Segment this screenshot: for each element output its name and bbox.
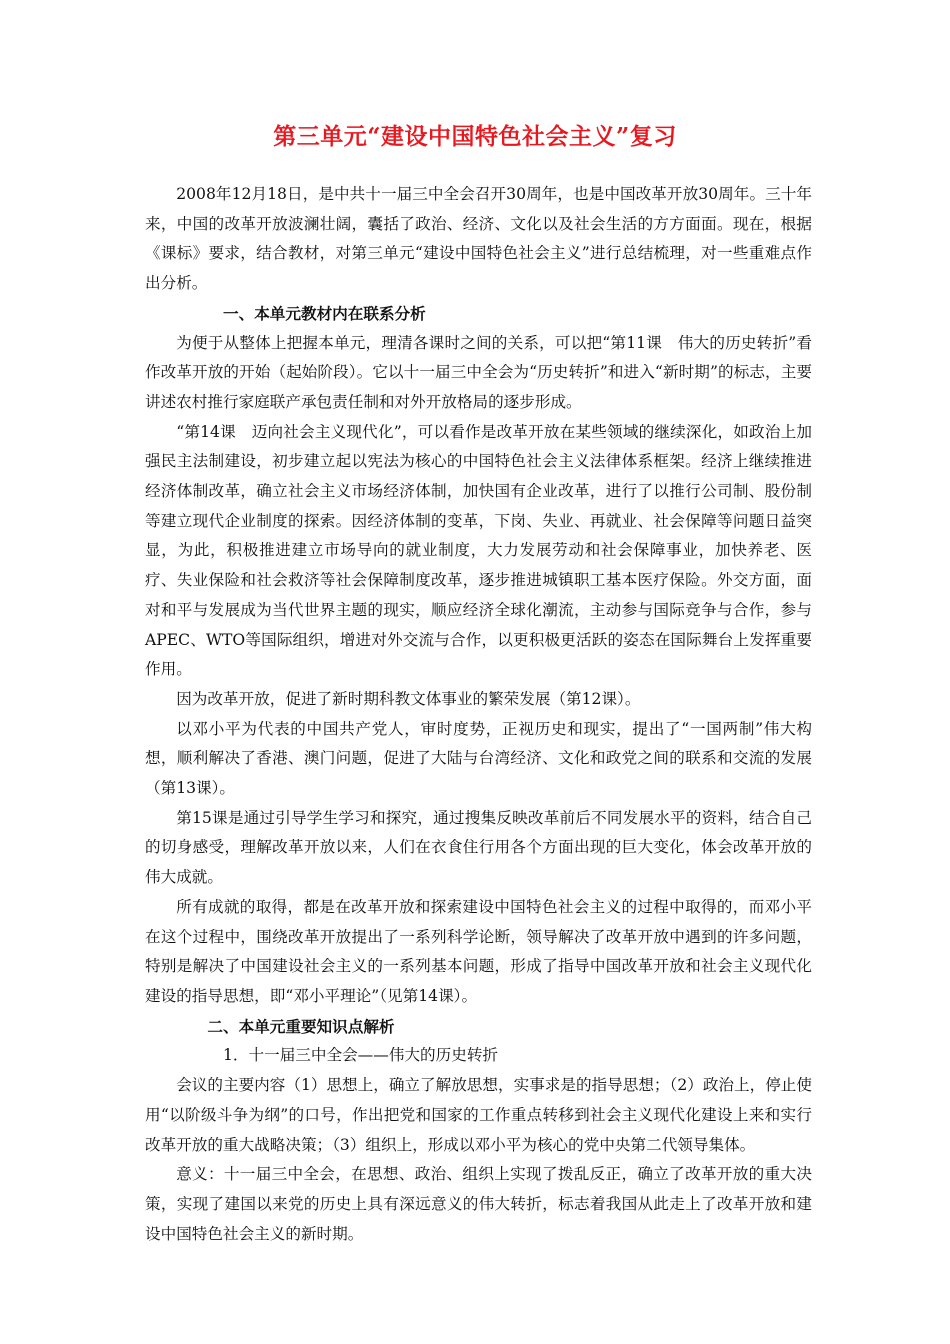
paragraph-2: “第14课 迈向社会主义现代化”，可以看作是改革开放在某些领域的继续深化，如政治上加强民主法制建设，初步建立起以宪法为核心的中国特色社会主义法律体系框架。经济上继续推进经济体制改革，确立社会主义市场经济体制，加快国有企业改革，进行了以推行公司制、股份制等建立现代企业制度的探索。因经济体制的变革，下岗、失业、再就业、社会保障等问题日益突显，为此，积极推进建立市场导向的就业制度，大力发展劳动和社会保障事业，加快养老、医疗、失业保险和社会救济等社会保障制度改革，逐步推进城镇职工基本医疗保险。外交方面，面对和平与发展成为当代世界主题的现实，顺应经济全球化潮流，主动参与国际竞争与合作，参与APEC、WTO等国际组织，增进对外交流与合作，以更积极更活跃的姿态在国际舞台上发挥重要作用。 bbox=[145, 422, 812, 679]
section-heading-2: 二、本单元重要知识点解析 bbox=[207, 1016, 395, 1036]
paragraph-4: 以邓小平为代表的中国共产党人，审时度势，正视历史和现实，提出了“一国两制”伟大构想，顺利解决了香港、澳门问题，促进了大陆与台湾经济、文化和政党之间的联系和交流的发展（第13课）。 bbox=[145, 719, 812, 798]
paragraph-8: 意义：十一届三中全会，在思想、政治、组织上实现了拨乱反正，确立了改革开放的重大决策，实现了建国以来党的历史上具有深远意义的伟大转折，标志着我国从此走上了改革开放和建设中国特色社会主义的新时期。 bbox=[145, 1165, 812, 1243]
document-body bbox=[145, 180, 812, 1249]
intro-paragraph: 2008年12月18日，是中共十一届三中全会召开30周年，也是中国改革开放30周年。三十年来，中国的改革开放波澜壮阔，囊括了政治、经济、文化以及社会生活的方方面面。现在，根据《课标》要求，结合教材，对第三单元“建设中国特色社会主义”进行总结梳理，对一些重难点作出分析。 bbox=[145, 185, 812, 293]
paragraph-6: 所有成就的取得，都是在改革开放和探索建设中国特色社会主义的过程中取得的，而邓小平在这个过程中，围绕改革开放提出了一系列科学论断，领导解决了改革开放中遇到的许多问题，特别是解决了中国建设社会主义的一系列基本问题，形成了指导中国改革开放和社会主义现代化建设的指导思想，即“邓小平理论”（见第14课）。 bbox=[145, 897, 812, 1005]
paragraph-3: 因为改革开放，促进了新时期科教文体事业的繁荣发展（第12课）。 bbox=[176, 689, 641, 708]
paragraph-5: 第15课是通过引导学生学习和探究，通过搜集反映改革前后不同发展水平的资料，结合自己的切身感受，理解改革开放以来，人们在衣食住行用各个方面出现的巨大变化，体会改革开放的伟大成就。 bbox=[145, 808, 812, 887]
paragraph-7: 会议的主要内容（1）思想上，确立了解放思想，实事求是的指导思想；（2）政治上，停止使用“以阶级斗争为纲”的口号，作出把党和国家的工作重点转移到社会主义现代化建设上来和实行改革开放的重大战略决策；（3）组织上，形成以邓小平为核心的党中央第二代领导集体。 bbox=[145, 1076, 812, 1154]
subsection-heading-1: 1．十一届三中全会——伟大的历史转折 bbox=[223, 1046, 499, 1065]
paragraph-1: 为便于从整体上把握本单元，理清各课时之间的关系，可以把“第11课 伟大的历史转折”看作改革开放的开始（起始阶段）。它以十一届三中全会为“历史转折”和进入“新时期”的标志，主要讲述农村推行家庭联产承包责任制和对外开放格局的逐步形成。 bbox=[145, 333, 812, 411]
page-title: 第三单元“建设中国特色社会主义”复习 bbox=[273, 123, 677, 150]
section-heading-1: 一、本单元教材内在联系分析 bbox=[223, 303, 426, 323]
